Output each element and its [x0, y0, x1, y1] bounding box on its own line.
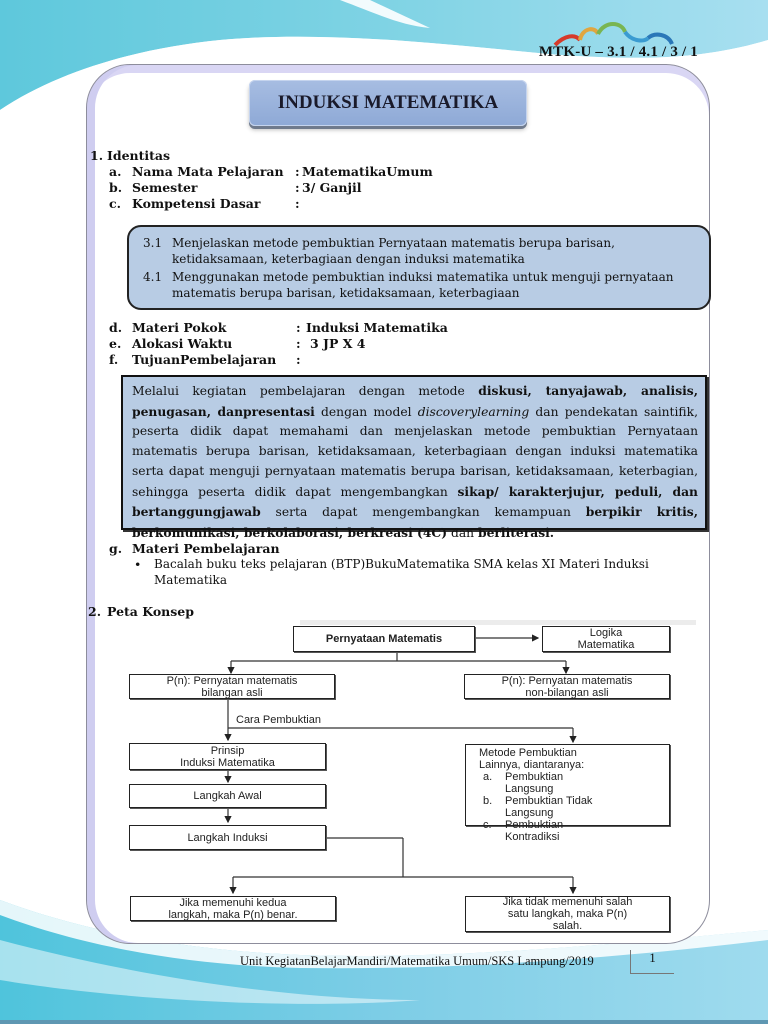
tujuan-paragraph: [132, 381, 698, 544]
node-label: langkah, maka P(n) benar.: [168, 908, 298, 921]
node-label: Jika memenuhi kedua: [179, 896, 287, 909]
field-sep: :: [296, 336, 301, 351]
materi-item: Bacalah buku teks pelajaran (BTP)BukuMatematika SMA kelas XI Materi Induksi: [154, 557, 649, 571]
tujuan-emphasis: diskusi, tanyajawab, analisis, penugasan, danpresentasi: [132, 383, 698, 419]
kd-text: matematis berupa barisan, ketidaksamaan, keterbagiaan: [172, 286, 520, 300]
item-letter: e.: [109, 336, 122, 351]
node-label: Induksi Matematika: [180, 756, 275, 769]
tujuan-text: serta dapat mengembangkan kemampuan: [260, 505, 586, 520]
label-cara-pembuktian: Cara Pembuktian: [236, 714, 321, 726]
field-sep: :: [295, 180, 300, 195]
tujuan-text: dengan model: [314, 404, 418, 419]
tujuan-italic: discoverylearning: [417, 404, 530, 419]
section-heading-materi: Materi Pembelajaran: [132, 541, 280, 556]
page-title: INDUKSI MATEMATIKA: [277, 92, 499, 113]
kd-text: ketidaksamaan, keterbagiaan dengan induksi matematika: [172, 252, 525, 266]
metode-text: Kontradiksi: [505, 831, 560, 843]
materi-item: Matematika: [154, 573, 227, 587]
field-sep: :: [295, 164, 300, 179]
section-number: 2.: [88, 604, 102, 619]
metode-letter: c.: [483, 819, 492, 831]
node-langkah-awal: [129, 784, 326, 808]
node-salah: [465, 896, 670, 932]
page-code: MTK-U – 3.1 / 4.1 / 3 / 1: [538, 44, 698, 60]
field-sep: :: [296, 352, 301, 367]
node-prinsip-induksi: [129, 743, 326, 770]
section-number: 1.: [90, 148, 104, 163]
field-sep: :: [296, 320, 301, 335]
kd-number: 3.1: [143, 236, 163, 250]
item-letter: f.: [109, 352, 119, 367]
field-label: Alokasi Waktu: [132, 336, 233, 351]
node-pernyataan-matematis: [293, 626, 475, 652]
field-value: 3 JP X 4: [310, 336, 366, 351]
metode-text: Pembuktian: [505, 819, 564, 831]
field-label: Nama Mata Pelajaran: [132, 164, 284, 179]
node-logika-matematika: [542, 626, 670, 652]
field-label: Materi Pokok: [132, 320, 227, 335]
title-banner: [249, 80, 527, 126]
node-pn-bilangan-asli: [129, 674, 335, 699]
field-label: Semester: [132, 180, 198, 195]
footer-text: Unit KegiatanBelajarMandiri/Matematika Umum/SKS Lampung/2019: [240, 954, 594, 968]
metode-text: Langsung: [505, 783, 554, 795]
field-sep: :: [295, 196, 300, 211]
node-label: satu langkah, maka P(n): [507, 908, 628, 920]
item-letter: g.: [109, 541, 123, 556]
node-langkah-induksi: [129, 825, 326, 850]
section-heading-peta: Peta Konsep: [107, 604, 194, 619]
node-label: P(n): Pernyatan matematis: [166, 674, 298, 687]
metode-letter: a.: [483, 771, 493, 783]
page-number: 1: [630, 950, 674, 974]
kd-text: Menggunakan metode pembuktian induksi matematika untuk menguji pernyataan: [172, 270, 674, 284]
node-label: Matematika: [577, 639, 635, 651]
node-label: bilangan asli: [201, 686, 263, 699]
tujuan-emphasis: berliterasi.: [478, 524, 555, 540]
kd-number: 4.1: [143, 270, 163, 284]
tujuan-emphasis: berpikir kritis, berkomunikasi, berkolaborasi, berkreasi (4C): [132, 504, 698, 540]
item-letter: b.: [109, 180, 123, 195]
item-letter: d.: [109, 320, 123, 335]
metode-text: Pembuktian: [505, 771, 564, 783]
item-letter: c.: [109, 196, 121, 211]
tujuan-text: Melalui kegiatan pembelajaran dengan metode: [132, 384, 479, 398]
tujuan-text: dan: [447, 525, 478, 540]
bullet-icon: •: [134, 557, 142, 572]
node-label: Logika: [589, 627, 623, 639]
tujuan-text: dan pendekatan saintifik, peserta didik dapat memahami dan menjelaskan metode pembuktian Pernyataan matematis berupa barisan, ketidaksamaan, keterbagiaan dengan induksi matematika serta dapat menguji pernyataan matematis berupa barisan, ketidaksamaan, keterbagian, sehingga peserta didik dapat mengembangkan: [132, 404, 698, 499]
metode-text: Pembuktian Tidak: [505, 795, 593, 807]
node-label: Pernyataan Matematis: [325, 633, 443, 645]
node-label: Metode Pembuktian: [479, 747, 577, 759]
kompetensi-dasar-box: [127, 225, 711, 310]
kd-text: Menjelaskan metode pembuktian Pernyataan matematis berupa barisan,: [172, 236, 615, 250]
field-value: Induksi Matematika: [306, 320, 448, 335]
node-label: Jika tidak memenuhi salah: [502, 896, 633, 908]
node-label: Lainnya, diantaranya:: [479, 759, 585, 771]
node-label: P(n): Pernyatan matematis: [501, 674, 633, 687]
field-value: 3/ Ganjil: [302, 180, 362, 195]
field-value: MatematikaUmum: [302, 164, 433, 179]
metode-letter: b.: [483, 795, 493, 807]
node-pn-non-bilangan-asli: [464, 674, 670, 699]
node-label: salah.: [552, 920, 583, 932]
node-metode-lain: [465, 744, 670, 843]
tujuan-emphasis: sikap/ karakterjujur, peduli, dan bertanggungjawab: [132, 483, 699, 520]
metode-item: [479, 819, 563, 843]
field-label: TujuanPembelajaran: [132, 352, 277, 367]
node-label: non-bilangan asli: [525, 686, 609, 699]
field-label: Kompetensi Dasar: [132, 196, 261, 211]
section-heading-identitas: Identitas: [107, 148, 171, 163]
node-label: Prinsip: [210, 744, 245, 757]
item-letter: a.: [109, 164, 122, 179]
tujuan-pembelajaran-box: [121, 375, 707, 540]
metode-item: [479, 771, 563, 795]
node-label: Langkah Awal: [193, 790, 262, 802]
metode-text: Langsung: [505, 807, 554, 819]
metode-item: [479, 795, 592, 819]
node-label: Langkah Induksi: [187, 831, 268, 844]
diagram-top-bar: [300, 620, 696, 625]
node-benar: [130, 896, 336, 921]
